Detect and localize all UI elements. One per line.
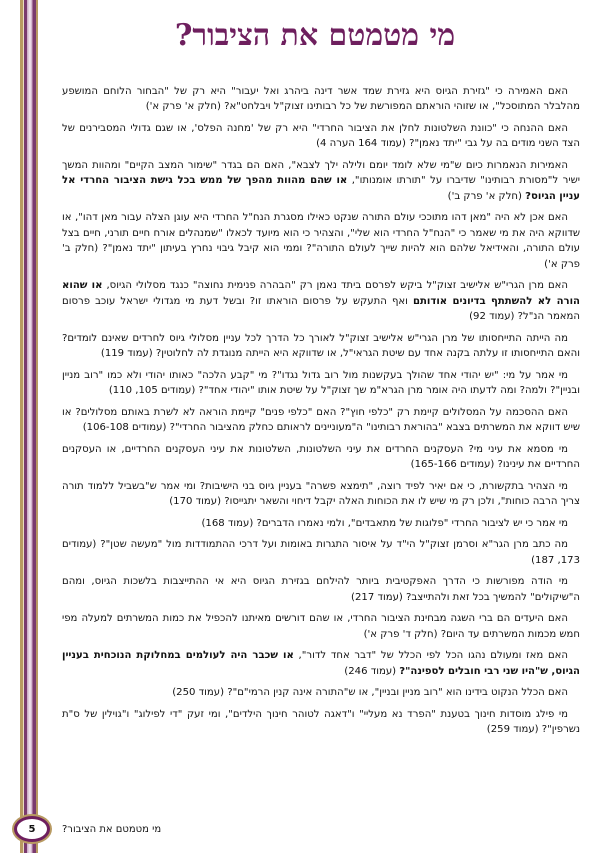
- question-paragraph: [62, 648, 580, 679]
- text-segment: האם מאז ומעולם נהגו הכל לפי הכלל של "דבר אחד לדור",: [293, 650, 568, 662]
- page-footer: [14, 818, 161, 840]
- text-segment: מי מסמא את עיני מי? העסקנים החרדים את עיני השלטונות, השלטונות את עיני העסקנים החרדיים, או העסקנים החרדיים את עינינו? (עמודים 165-166): [62, 443, 580, 471]
- question-paragraph: [62, 537, 580, 568]
- text-segment: מי הודה מפורשות כי הדרך האפקטיבית ביותר להילחם בגזירת הגיוס היא אי ההתייצבות בלשכות הגיוס, ומהם ה"שיקולים" להמשיך בכל זאת ולהתייצב? (עמוד 217): [62, 576, 580, 603]
- text-segment: האמירות הנאמרות כיום ש"מי שלא לומד יומם ולילה ילך לצבא", האם הם בגדר "שימור המצב הקיים" ומהוות המשך ישיר ל"מסורת רבותינו" שדיברו על "תורתו אומנותו",: [62, 160, 580, 187]
- footer-title: מי מטמטם את הציבור?: [62, 823, 162, 835]
- text-segment: ואף התעקש על פרסום הוראתו זו? ובשל דעת מי מגדולי ישראל עוכב פרסום המאמר הנ"ל? (עמוד 92): [62, 295, 580, 323]
- question-paragraph: [62, 707, 580, 738]
- page-number-badge: [14, 816, 50, 842]
- bold-text-segment: או שהם מהוות מהפך של ממש בכל גישת הציבור החרדי אל עניין הגיוס?: [62, 175, 580, 202]
- text-segment: מי אמר כי יש לציבור החרדי "פלוגות של מתאבדים", ולמי נאמרו הדברים? (עמוד 168): [201, 517, 568, 529]
- question-paragraph: [62, 516, 580, 531]
- question-paragraph: [62, 574, 580, 605]
- text-segment: האם האמירה כי "גזירת הגיוס היא גזירת שמד אשר דינה ביהרג ואל יעבור" היא רק של "הבחור הלוחם המושפע מהלבלר המתוסכל", או שזוהי הוראתם המפורשת של כל רבותינו זצוק"ל ויבלחט"א? (חלק א' פרק א'): [62, 86, 580, 113]
- bold-text-segment: או שכבר היה לעולמים במחלוקת הנוכחית בעניין הגיוס, ש"היו שני רבי חובלים לספינה"?: [62, 650, 580, 677]
- question-paragraph: [62, 210, 580, 272]
- text-segment: מי אמר על מי: "יש יהודי אחד שהולך בעקשנות מול רוב גדול נגדו"? מי "קבע הלכה" כאותו יהודי ולא כמו "רוב מניין ובניין"? ולמה? ומה לדעתו היה אומר מרן הגרא"מ שך זצוק"ל על שיטת אותו "יהודי אחד"? (עמודים 105, 110): [62, 369, 580, 397]
- text-segment: (עמוד 246): [344, 665, 400, 677]
- text-segment: האם ההסכמה על המסלולים קיימת רק "כלפי חוץ"? האם "כלפי פנים" קיימת הוראה לא לשרת באותם מסלולים? או שיש דווקא את המשרתים בצבא "בהוראת רבותינו" ה"מעוניינים לראותם כחלק מהציבור החרדי"? (עמודים 106-108): [62, 406, 580, 434]
- text-segment: מה הייתה התייחסותו של מרן הגרי"ש אלישיב זצוק"ל לאורך כל הדרך לכל עניין מסלולי גיוס לחרדים שאינם לומדים? והאם התייחסותו זו עלתה בקנה אחד עם שיטת הגראי"ל, או שדווקא היא הייתה מנוגדת לה לחלוטין? (עמוד 119): [62, 332, 580, 360]
- page-number: 5: [28, 823, 36, 835]
- question-paragraph: [62, 405, 580, 436]
- text-segment: האם ההנחה כי "כוונת השלטונות לחלן את הציבור החרדי" היא רק של 'מחנה הפלס', או שגם גדולי המסבירנים של הצד השני מודים בה על גבי "יתד נאמן"? (עמוד 164 הערה 4): [62, 123, 580, 150]
- question-paragraph: [62, 84, 580, 115]
- decorative-side-border: [20, 0, 38, 853]
- bold-text-segment: או שהוא הורה לא להשתתף בדיונים אודותם: [62, 280, 580, 307]
- text-segment: מה כתב מרן הגר"א וסרמן זצוק"ל הי"ד על איסור התגרות באומות ועל דרכי ההתמודדות מול "מעשה שטן"? (עמודים 173, 187): [62, 539, 580, 566]
- text-segment: האם היעדים הם ברי השגה מבחינת הציבור החרדי, או שהם דורשים מאיתנו להכפיל את כמות המשרתים למעלה מפי חמש מכמות המשרתים עד היום? (חלק ד' פרק א'): [62, 613, 580, 640]
- text-segment: האם אכן לא היה "מאן דהו מתוככי עולם התורה שנקט כאילו מסגרת הנח"ל החרדי היא עוגן הצלה עבור מאן דהו", או שדווקא היה את מי שאמר כי "הנח"ל החרדי הוא שלי", והצהיר כי הוא מיועד לכאלו "שמנהלים אורח חיים תורני, חיים בצל עולם התורה, והאידיאל שלהם הוא להיות שייך לעולם התורה"? וממי הוא קיבל גיבוי נחרץ בעיתון "יתד נאמן"? (חלק ב' פרק א'): [62, 212, 580, 270]
- text-segment: מי פילג מוסדות חינוך בטענת "הפרד נא מעליי" ו"דאגה לטוהר חינוך הילדים", ומי זעק "די לפילוג" ו"גוילין של ס"ת נשרפין"? (עמוד 259): [62, 708, 580, 736]
- question-paragraph: [62, 121, 580, 152]
- question-paragraph: [62, 442, 580, 473]
- question-paragraph: [62, 368, 580, 399]
- text-segment: (חלק א' פרק ב'): [447, 190, 526, 202]
- question-paragraph: [62, 685, 580, 700]
- text-segment: האם מרן הגרי"ש אלישיב זצוק"ל ביקש לפרסם ביתד נאמן רק "הבהרה פנימית נחוצה" כנגד מסלולי הגיוס,: [102, 280, 568, 292]
- text-segment: מי הצהיר בתקשורת, כי אם יאיר לפיד רוצה, "תימצא פשרה" בעניין גיוס בני הישיבות? ומי אמר ש"בשביל ללמוד תורה צריך הרבה כוחות", ולכן רק מי שיש לו את הכוחות האלה יקבל דיחוי והשאר יתגייסו? (עמוד 170): [62, 480, 580, 508]
- question-paragraph: [62, 611, 580, 642]
- question-paragraph: [62, 278, 580, 324]
- question-paragraph: [62, 479, 580, 510]
- question-paragraph: [62, 331, 580, 362]
- question-list: [62, 84, 580, 744]
- question-paragraph: [62, 158, 580, 204]
- page-title: מי מטמטם את הציבור?: [174, 18, 456, 53]
- text-segment: האם הכלל הנקוט בידינו הוא "רוב מניין ובניין", או ש"התורה אינה קנין הרמי"ם"? (עמוד 250): [172, 687, 568, 699]
